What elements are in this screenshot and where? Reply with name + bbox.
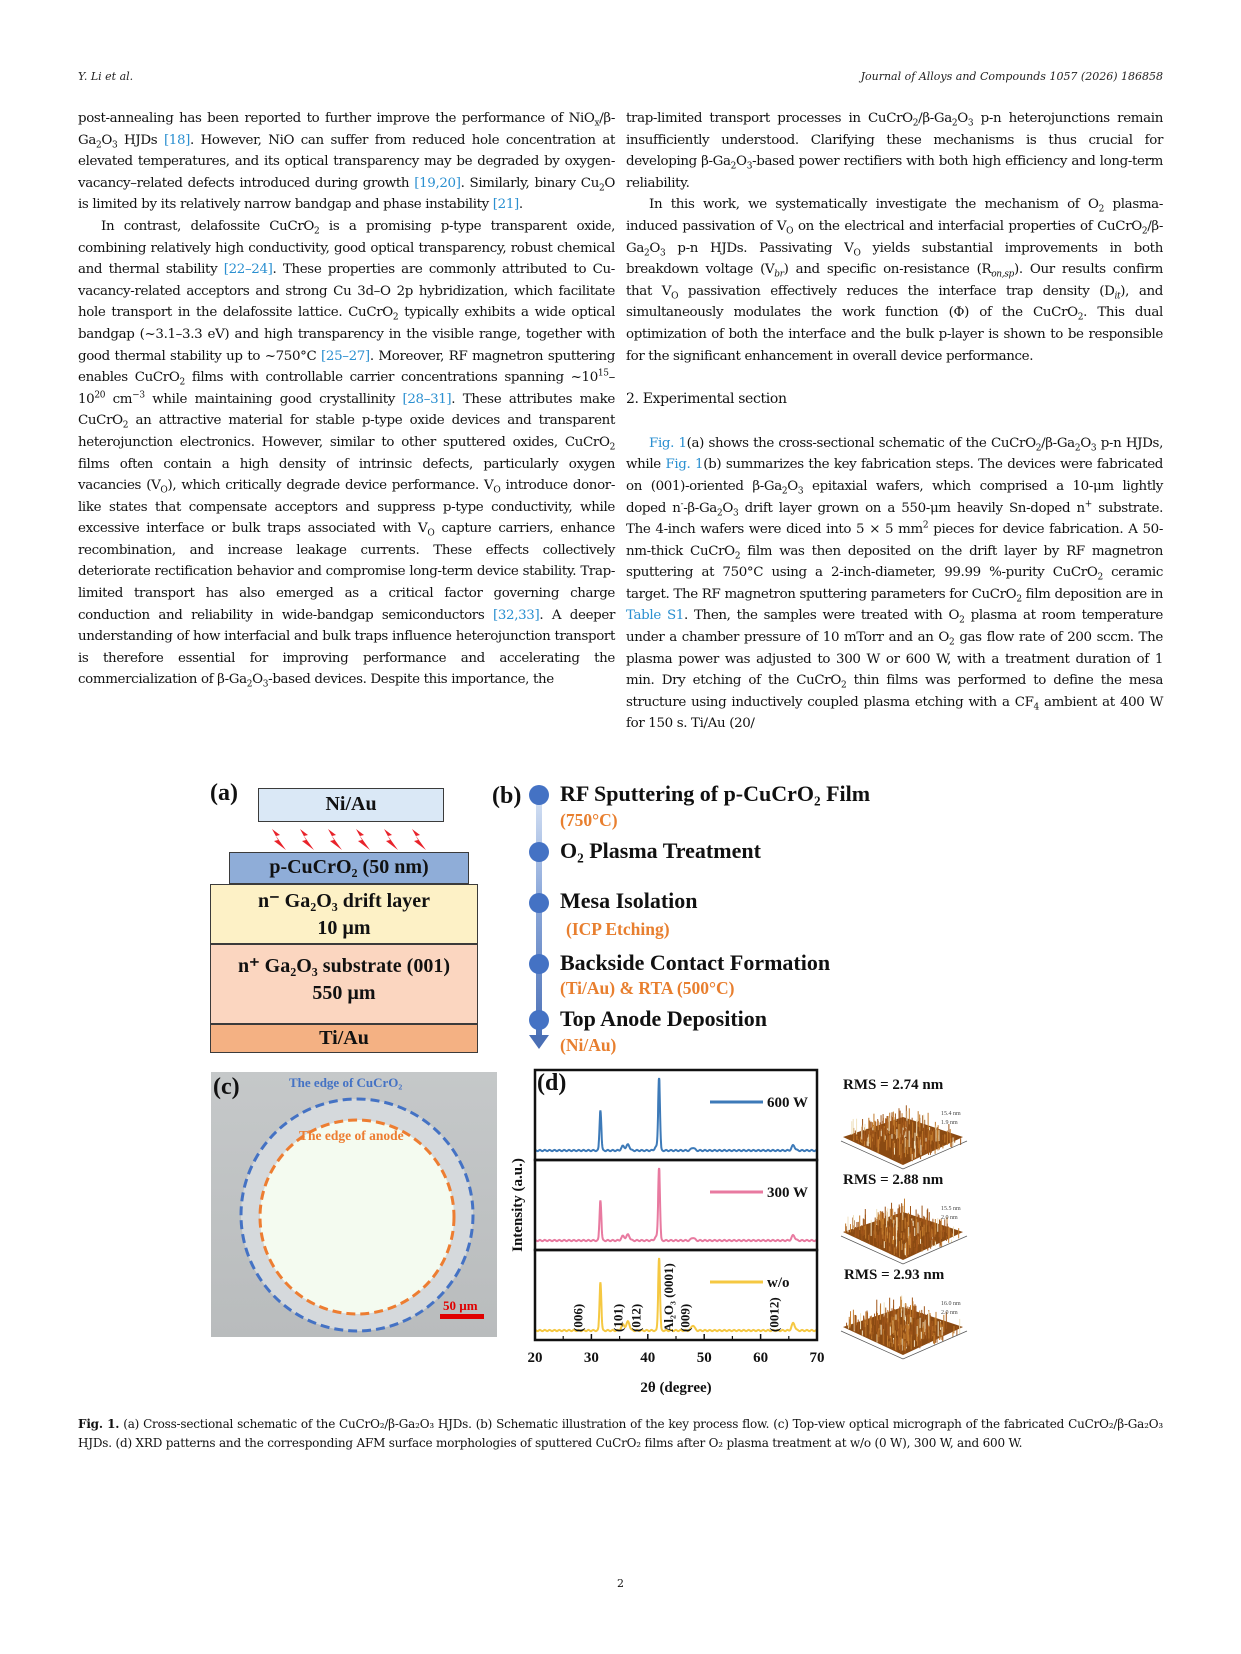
figure-panel-a: [210, 780, 480, 1055]
anode-edge-label: The edge of anode: [299, 1128, 404, 1143]
panel-b-label: (b): [492, 783, 522, 809]
x-tick-label: 30: [583, 1350, 599, 1366]
paragraph: In this work, we systematically investigate the mechanism of $O_2$ plasma-induced passivation of $V_O$ on the electrical and interfacial properties of $CuCrO_2/\beta-Ga_2O_3$ p-n HJDs. Passivating $V_O$ yields substantial improvements in both breakdown voltage $(V_{br})$ and specific on-resistance $(R_{on,sp})$. Our results confirm that $V_O$ passivation effectively reduces the interface trap density $(D_{it})$, and simultaneously modulates the work function (Φ) of the CuCrO$_2$. This dual optimization of both the interface and the bulk p-layer is shown to be responsible for the significant enhancement in overall device performance.: [626, 197, 1163, 364]
figure-panel-b: [490, 780, 910, 1060]
right-column: [626, 108, 1163, 735]
afm-image-600w: [833, 1095, 973, 1175]
figure-link[interactable]: Fig. 1: [649, 435, 687, 451]
citation-link[interactable]: [22–24]: [223, 262, 273, 278]
panel-a-label: (a): [210, 780, 238, 806]
xrd-panel-frame: [535, 1070, 817, 1160]
afm-z-scale-label: 16.0 nm: [941, 1301, 961, 1307]
timeline-arrow-icon: [529, 1035, 549, 1049]
panel-c-label: (c): [213, 1074, 240, 1100]
drift-thickness-label: 10 µm: [317, 917, 371, 939]
afm-image-300w: [833, 1190, 973, 1270]
step-dot: [529, 1010, 549, 1030]
citation-link[interactable]: [18]: [163, 132, 191, 148]
process-step-title: Backside Contact Formation: [560, 950, 831, 975]
drift-layer-label: n⁻ Ga₂O₃ drift layer: [258, 890, 430, 912]
step-dot: [529, 954, 549, 974]
legend-label: w/o: [767, 1275, 790, 1291]
paragraph: post-annealing has been reported to further improve the performance of $NiO_x/\beta-Ga_2O_3$ HJDs [18]. However, NiO can suffer from reduced hole concentration at elevated temperatures, and its optical transparency may be degraded by oxygen-vacancy–related defects introduced during growth [19,20]. Similarly, binary $Cu_2O$ is limited by its relatively narrow bandgap and phase instability [21].: [78, 111, 615, 213]
citation-link[interactable]: [28–31]: [402, 391, 452, 407]
step-dot: [529, 785, 549, 805]
panel-d-label: (d): [537, 1070, 567, 1096]
legend-label: 300 W: [767, 1185, 808, 1201]
peak-annotation: Al₂O₃ (0001): [661, 1263, 677, 1332]
figure-link[interactable]: Fig. 1: [665, 457, 704, 473]
figure-panel-c: [211, 1072, 497, 1337]
peak-annotation: (009): [677, 1303, 693, 1332]
afm-z-scale-label: 2.0 nm: [941, 1310, 958, 1316]
x-tick-label: 70: [809, 1350, 825, 1366]
caption-label: Fig. 1.: [78, 1417, 120, 1431]
peak-annotation: (101): [610, 1303, 626, 1332]
afm-z-scale-label: 15.4 nm: [941, 1111, 961, 1117]
xrd-panel-frame: [535, 1160, 817, 1250]
layer-top-contact: Ni/Au: [258, 788, 444, 822]
x-tick-label: 20: [527, 1350, 543, 1366]
citation-link[interactable]: [32,33]: [493, 607, 540, 623]
layer-substrate: [210, 944, 478, 1024]
layer-drift: [210, 884, 478, 944]
xrd-series-300w: [535, 1168, 817, 1241]
x-tick-label: 40: [640, 1350, 656, 1366]
citation-link[interactable]: [19,20]: [414, 175, 461, 191]
running-header-journal: Journal of Alloys and Compounds 1057 (2026) 186858: [860, 70, 1163, 83]
afm-z-scale-label: 1.9 nm: [941, 1120, 958, 1126]
layer-back-contact: Ti/Au: [210, 1024, 478, 1053]
peak-annotation: (012): [628, 1303, 644, 1332]
process-step-detail: (Ti/Au) & RTA (500°C): [560, 978, 735, 998]
afm-image-wo: [833, 1285, 973, 1365]
plasma-bolt-icon: [272, 829, 426, 850]
afm-z-scale-label: 15.5 nm: [941, 1206, 961, 1212]
process-step-detail: (750°C): [560, 810, 618, 830]
process-timeline-line: [536, 794, 542, 1044]
process-step-title: Top Anode Deposition: [560, 1006, 768, 1031]
table-link[interactable]: Table S1: [626, 608, 684, 624]
process-step-detail: (ICP Etching): [566, 919, 670, 939]
process-step-title: O₂ Plasma Treatment: [560, 838, 761, 863]
y-axis-label: Intensity (a.u.): [510, 1158, 526, 1252]
scale-bar: [440, 1314, 484, 1319]
rms-label-600w: RMS = 2.74 nm: [843, 1077, 944, 1093]
page-number: 2: [617, 1577, 624, 1590]
process-step-title: RF Sputtering of p-CuCrO₂ Film: [560, 781, 871, 806]
step-dot: [529, 842, 549, 862]
figure-panel-d: [505, 1068, 835, 1403]
legend-label: 600 W: [767, 1095, 808, 1111]
afm-z-scale-label: 2.0 nm: [941, 1215, 958, 1221]
plasma-bolts: [258, 825, 444, 855]
peak-annotation: (006): [570, 1303, 586, 1332]
figure-caption: [78, 1415, 1163, 1453]
caption-text: (a) Cross-sectional schematic of the CuCrO₂/β-Ga₂O₃ HJDs. (b) Schematic illustration of the key process flow. (c) Top-view optical micrograph of the fabricated CuCrO₂/β-Ga₂O₃ HJDs. (d) XRD patterns and the corresponding AFM surface morphologies of sputtered CuCrO₂ films after O₂ plasma treatment at w/o (0 W), 300 W, and 600 W.: [78, 1417, 1163, 1450]
citation-link[interactable]: [21]: [492, 197, 519, 213]
cucro2-edge-label: The edge of CuCrO₂: [289, 1075, 403, 1090]
peak-annotation: (0012): [766, 1297, 782, 1332]
x-tick-label: 60: [753, 1350, 769, 1366]
rms-label-wo: RMS = 2.93 nm: [844, 1267, 945, 1283]
rms-label-300w: RMS = 2.88 nm: [843, 1172, 944, 1188]
substrate-thickness-label: 550 µm: [312, 982, 376, 1004]
running-header-authors: Y. Li et al.: [78, 70, 134, 83]
x-axis-label: 2θ (degree): [640, 1380, 712, 1396]
layer-p-cucro2: p-CuCrO₂ (50 nm): [229, 852, 469, 884]
step-dot: [529, 893, 549, 913]
paragraph: In contrast, delafossite CuCrO$_2$ is a promising p-type transparent oxide, combining relatively high conductivity, good optical transparency, robust chemical and thermal stability [22–24]. These properties are commonly attributed to Cu-vacancy-related acceptors and strong Cu 3d–O 2p hybridization, which facilitate hole transport in the delafossite lattice. CuCrO$_2$ typically exhibits a wide optical bandgap (~3.1–3.3 eV) and high transparency in the visible range, together with good thermal stability up to ~750°C [25–27]. Moreover, RF magnetron sputtering enables CuCrO$_2$ films with controllable carrier concentrations spanning $\sim 10^{15}-10^{20}$ $cm^{-3}$ while maintaining good crystallinity [28–31]. These attributes make CuCrO$_2$ an attractive material for stable p-type oxide devices and transparent heterojunction electronics. However, similar to other sputtered oxides, CuCrO$_2$ films often contain a high density of intrinsic defects, particularly oxygen vacancies $(V_O)$, which critically degrade device performance. $V_O$ introduce donor-like states that compensate acceptors and suppress p-type conductivity, while excessive interface or bulk traps associated with $V_O$ capture carriers, enhance recombination, and increase leakage currents. These effects collectively deteriorate rectification behavior and compromise long-term device stability. Trap-limited transport has also emerged as a critical factor governing charge conduction and reliability in wide-bandgap semiconductors [32,33]. A deeper understanding of how interfacial and bulk traps influence heterojunction transport is therefore essential for improving performance and accelerating the commercialization of $\beta-Ga_2O_3$-based devices. Despite this importance, the: [78, 218, 616, 691]
scale-bar-label: 50 µm: [443, 1298, 478, 1313]
left-column: [78, 108, 615, 691]
paragraph: Fig. 1(a) shows the cross-sectional schematic of the $CuCrO_2/\beta-Ga_2O_3$ p-n HJDs, while Fig. 1(b) summarizes the key fabrication steps. The devices were fabricated on (001)-oriented $\beta-Ga_2O_3$ epitaxial wafers, which comprised a 10-μm lightly doped $n^--\beta-Ga_2O_3$ drift layer grown on a 550-μm heavily Sn-doped n+ substrate. The 4-inch wafers were diced into 5 × 5 $mm^2$ pieces for device fabrication. A 50-nm-thick CuCrO$_2$ film was then deposited on the drift layer by RF magnetron sputtering at 750°C using a 2-inch-diameter, 99.99 %-purity CuCrO$_2$ ceramic target. The RF magnetron sputtering parameters for CuCrO$_2$ film deposition are in Table S1. Then, the samples were treated with $O_2$ plasma at room temperature under a chamber pressure of 10 mTorr and an $O_2$ gas flow rate of 200 sccm. The plasma power was adjusted to 300 W or 600 W, with a treatment duration of 1 min. Dry etching of the CuCrO$_2$ thin films was performed to define the mesa structure using inductively coupled plasma etching with a $CF_4$ ambient at 400 W for 150 s. Ti/Au (20/: [626, 435, 1163, 732]
process-step-detail: (Ni/Au): [560, 1035, 617, 1055]
substrate-label: n⁺ Ga₂O₃ substrate (001): [238, 955, 450, 977]
x-tick-label: 50: [696, 1350, 712, 1366]
xrd-series-600w: [535, 1078, 817, 1151]
paragraph: trap-limited transport processes in $CuCrO_2/\beta-Ga_2O_3$ p-n heterojunctions remain insufficiently understood. Clarifying these mechanisms is thus crucial for developing $\beta-Ga_2O_3$-based power rectifiers with both high efficiency and long-term reliability.: [626, 111, 1164, 191]
xrd-chart: [505, 1068, 835, 1403]
citation-link[interactable]: [25–27]: [321, 348, 370, 364]
section-heading: 2. Experimental section: [626, 391, 787, 408]
process-step-title: Mesa Isolation: [560, 888, 698, 913]
